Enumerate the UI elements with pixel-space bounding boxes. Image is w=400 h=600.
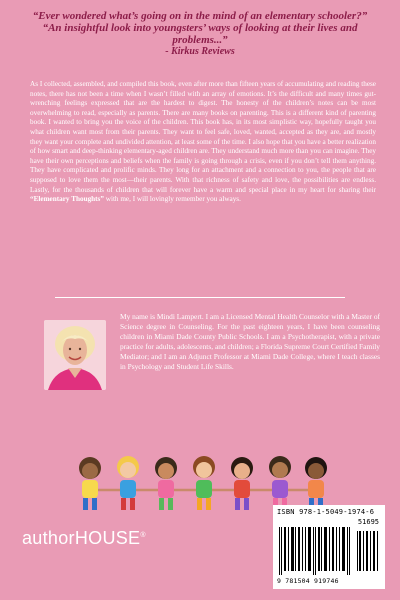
section-divider (55, 297, 345, 298)
review-attribution: - Kirkus Reviews (165, 46, 235, 57)
trademark-symbol: ® (140, 532, 146, 539)
price-code: 51695 (357, 518, 379, 526)
review-quotes (20, 10, 380, 58)
price-addon-bars (357, 527, 379, 571)
publisher-logo (22, 528, 146, 549)
blurb-emphasis: “Elementary Thoughts” (30, 195, 104, 204)
author-bio: My name is Mindi Lampert. I am a Licensed Mental Health Counselor with a Master of Science degree in Counseling. For the past eighteen years, I have been counseling children in Miami Dade County Public Schools. I am a Psychotherapist, with a private practice for adults, adolescents, and children; a Florida Supreme Court Certified Family Mediator; and I am an Adjunct Professor at Miami Dade College, where I teach classes in Psychology and Student Life Skills. (120, 312, 380, 371)
isbn-barcode (273, 505, 385, 589)
publisher-logo-text: authorHOUSE (22, 528, 141, 548)
back-cover-blurb (30, 80, 376, 205)
review-quote-line-1: “Ever wondered what’s going on in the mind of an elementary schooler?” (32, 10, 368, 22)
blurb-text-after: with me, I will lovingly remember you always. (103, 195, 241, 204)
review-quote-line-2: “An insightful look into youngsters’ ways of looking at their lives and problems...” (42, 22, 358, 46)
author-portrait-illustration (44, 320, 106, 390)
ean-barcode-bars (279, 527, 353, 575)
blurb-text-before: As I collected, assembled, and compiled this book, even after more than fifteen years of accumulating and reading these notes, there has not been a time when I wasn’t filled with an array of emotions. It’s the difficult and many times gut-wrenching feelings expressed that are the hardest to digest. The honesty of the children’s notes can be most overwhelming to read, especially as parents. There are many books on parenting. This is a different kind of parenting book. I wanted to bring you the voice of the children. This book has, in its most simplistic way, hopefully taught you what children want most from their parents. They want to feel safe, loved, wanted, accepted as they are, and mostly they want your complete and undivided attention, at least some of the time. I also hope that you have a better realization of how smart and deep-thinking elementary-aged children are. They understand much more than you can imagine. They have their own perceptions and beliefs when the family is going through a crisis, even if you don’t tell them anything. They have complicated and prolific minds. They long for an attachment and a connection to you, the people that are supposed to love them the most—their parents. With that richness of safety and love, the possibilities are endless. Lastly, for the thousands of children that will forever have a warm and special place in my heart for sharing their (30, 80, 376, 194)
ean-digits: 9 781504 919746 (277, 577, 339, 585)
isbn-number: ISBN 978-1-5049-1974-6 (277, 508, 375, 516)
author-photo (44, 320, 106, 390)
